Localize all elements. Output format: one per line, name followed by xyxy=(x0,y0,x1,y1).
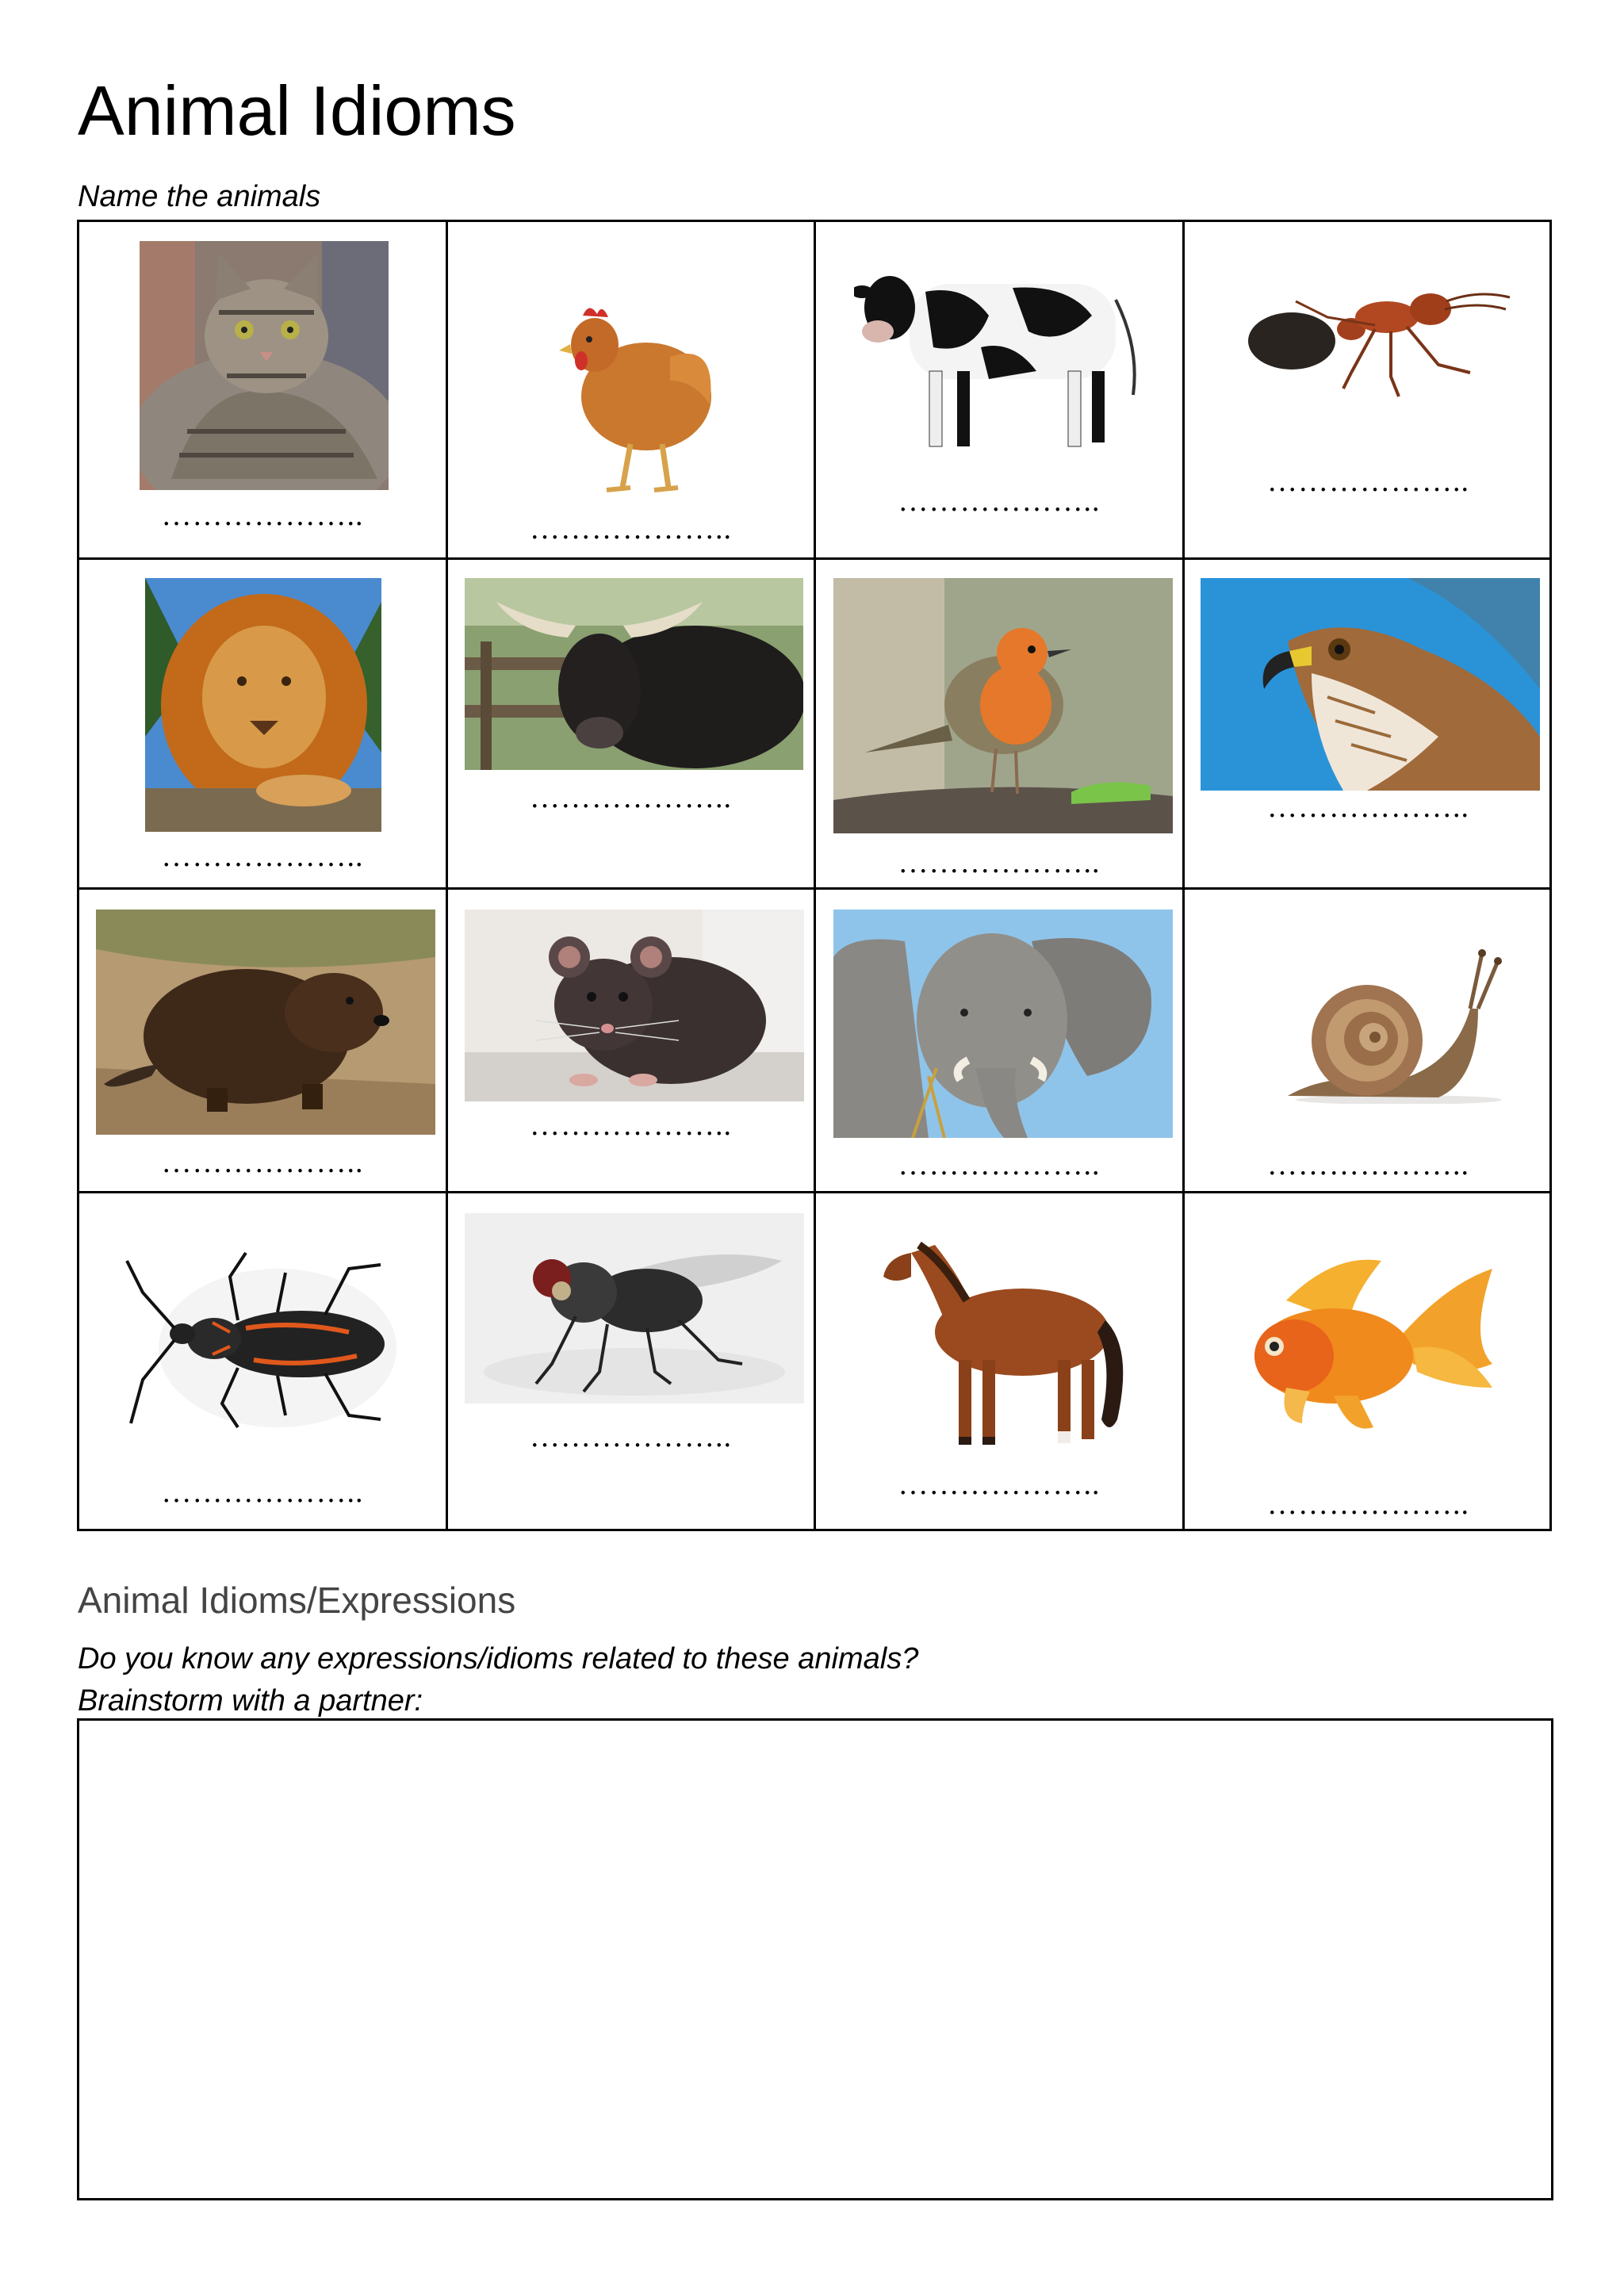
answer-blank: ……………….. xyxy=(530,1420,732,1453)
brainstorm-box[interactable] xyxy=(77,1718,1553,2200)
answer-blank: ……………….. xyxy=(161,1146,364,1179)
rat-image xyxy=(465,910,804,1101)
elephant-image xyxy=(833,910,1173,1138)
goldfish-image xyxy=(1239,1253,1492,1443)
answer-blank: ……………….. xyxy=(161,1476,364,1509)
animal-cell xyxy=(816,890,1182,1191)
answer-blank: ……………….. xyxy=(530,781,732,814)
bull-image xyxy=(465,578,803,770)
animal-cell xyxy=(448,890,814,1191)
hawk-image xyxy=(1201,578,1540,791)
answer-blank: ……………….. xyxy=(530,512,732,546)
beaver-image xyxy=(96,910,435,1135)
fly-image xyxy=(465,1213,804,1404)
animal-cell xyxy=(79,890,446,1191)
answer-blank: ……………….. xyxy=(898,484,1101,518)
lion-image xyxy=(145,578,381,832)
bug-image xyxy=(119,1245,404,1435)
section-question xyxy=(78,1638,918,1722)
section-heading: Animal Idioms/Expressions xyxy=(78,1580,516,1621)
animal-cell xyxy=(79,222,446,557)
horse-image xyxy=(879,1229,1141,1451)
cat-image xyxy=(140,241,389,490)
hen-image xyxy=(551,293,726,500)
robin-image xyxy=(833,578,1173,833)
answer-blank: ……………….. xyxy=(1267,1488,1469,1521)
animal-cell xyxy=(79,1193,446,1534)
answer-blank: ……………….. xyxy=(898,846,1101,879)
animal-cell xyxy=(816,560,1182,887)
cow-image xyxy=(854,260,1147,458)
question-line-1: Do you know any expressions/idioms related to these animals? xyxy=(78,1642,919,1676)
animal-cell xyxy=(816,1193,1182,1534)
animal-grid xyxy=(77,220,1552,1531)
animal-cell xyxy=(1185,1193,1552,1534)
answer-blank: ……………….. xyxy=(1267,465,1469,498)
question-line-2: Brainstorm with a partner: xyxy=(78,1684,423,1718)
animal-cell xyxy=(79,560,446,887)
answer-blank: ……………….. xyxy=(1267,791,1469,824)
snail-image xyxy=(1280,945,1510,1104)
answer-blank: ……………….. xyxy=(1267,1148,1469,1181)
animal-cell xyxy=(1185,222,1552,557)
answer-blank: ……………….. xyxy=(161,499,364,532)
page-title: Animal Idioms xyxy=(78,71,516,150)
animal-cell xyxy=(1185,890,1552,1191)
animal-cell xyxy=(816,222,1182,557)
instruction-name-animals: Name the animals xyxy=(78,180,321,213)
animal-cell xyxy=(448,222,814,557)
answer-blank: ……………….. xyxy=(161,840,364,873)
ant-image xyxy=(1232,285,1518,404)
animal-cell xyxy=(1185,560,1552,887)
animal-cell xyxy=(448,1193,814,1534)
answer-blank: ……………….. xyxy=(898,1148,1101,1181)
answer-blank: ……………….. xyxy=(530,1109,732,1142)
answer-blank: ……………….. xyxy=(898,1468,1101,1501)
animal-cell xyxy=(448,560,814,887)
